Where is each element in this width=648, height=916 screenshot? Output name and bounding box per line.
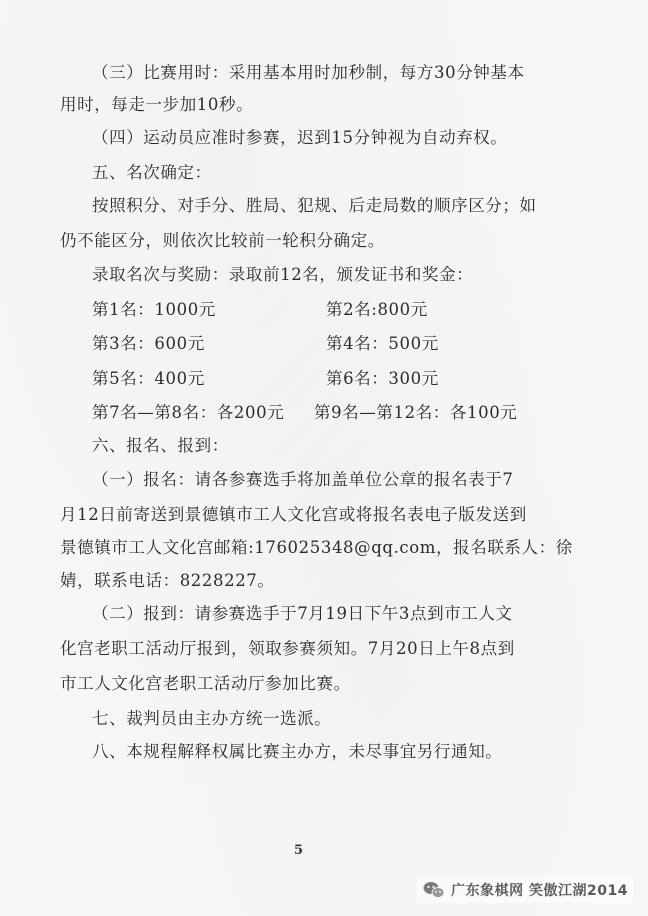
watermark-text: 广东象棋网 笑傲江湖2014 (451, 883, 628, 899)
text-line: 市工人文化宫老职工活动厅参加比赛。 (60, 674, 351, 693)
section-heading: 六、报名、报到： (92, 436, 229, 455)
text-line: 录取名次与奖励：录取前12名，颁发证书和奖金： (92, 265, 474, 284)
watermark (417, 877, 634, 903)
prize-item: 第1名：1000元 (92, 300, 216, 319)
prize-item: 第2名:800元 (326, 300, 428, 319)
text-line: （一）报名：请各参赛选手将加盖单位公章的报名表于7 (92, 470, 514, 489)
prize-item: 第5名：400元 (92, 369, 205, 388)
text-line: （三）比赛用时：采用基本用时加秒制，每方30分钟基本 (92, 63, 525, 82)
section-heading: 八、本规程解释权属比赛主办方，未尽事宜另行通知。 (92, 742, 503, 761)
text-line: 月12日前寄送到景德镇市工人文化宫或将报名表电子版发送到 (60, 505, 527, 524)
text-line: 景德镇市工人文化宫邮箱:176025348@qq.com，报名联系人：徐 (60, 538, 573, 557)
section-heading: 五、名次确定： (92, 163, 212, 182)
text-line: 仍不能区分，则依次比较前一轮积分确定。 (60, 231, 385, 250)
prize-item: 第6名：300元 (326, 369, 439, 388)
text-line: 化宫老职工活动厅报到，领取参赛须知。7月20日上午8点到 (60, 639, 515, 658)
text-line: 婧，联系电话：8228227。 (60, 571, 275, 590)
prize-item: 第4名：500元 (326, 334, 439, 353)
wechat-icon (423, 881, 445, 899)
text-line: （二）报到：请参赛选手于7月19日下午3点到市工人文 (92, 604, 513, 623)
page-number: 5 (294, 843, 304, 858)
prize-item: 第9名—第12名：各100元 (314, 403, 518, 422)
prize-item: 第3名：600元 (92, 334, 205, 353)
text-line: 用时，每走一步加10秒。 (60, 95, 254, 114)
text-line: 按照积分、对手分、胜局、犯规、后走局数的顺序区分；如 (92, 196, 537, 215)
prize-item: 第7名—第8名：各200元 (92, 403, 285, 422)
text-line: （四）运动员应准时参赛，迟到15分钟视为自动弃权。 (92, 128, 508, 147)
section-heading: 七、裁判员由主办方统一选派。 (92, 709, 332, 728)
